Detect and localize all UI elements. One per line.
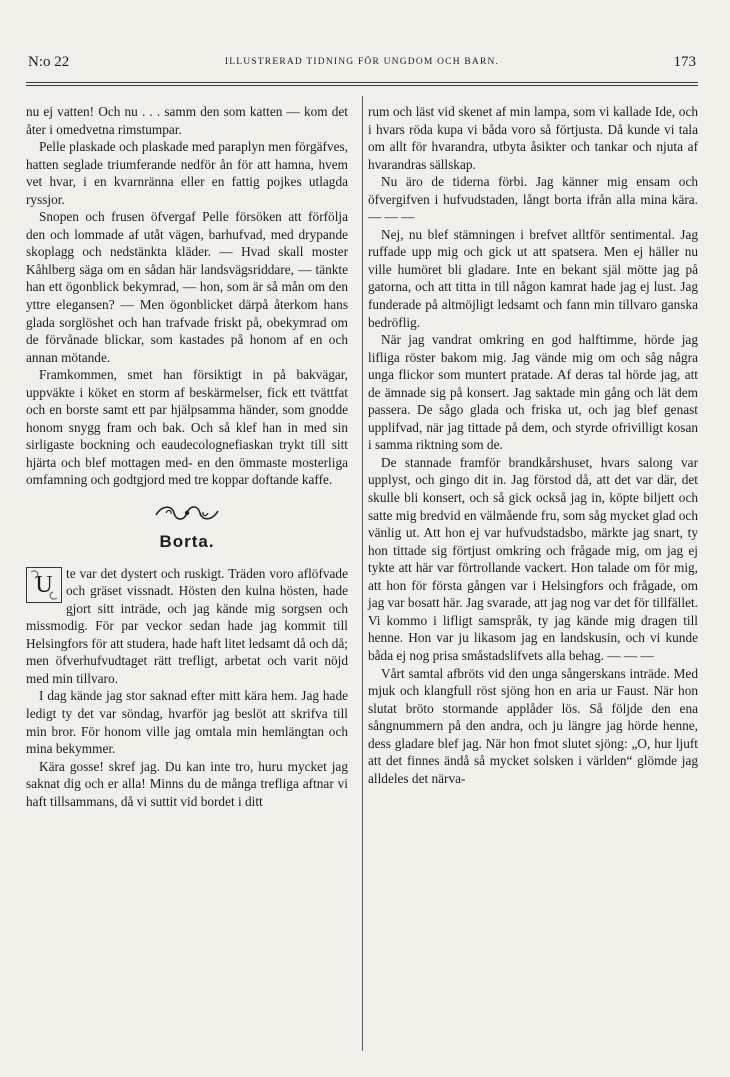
paragraph: Nu äro de tiderna förbi. Jag känner mig ensam och öfvergifven i hufvudstaden, långt borta ifrån alla mina kära. — — — bbox=[368, 174, 698, 225]
paragraph: De stannade framför brandkårshuset, hvars salong var upplyst, och gingo dit in. Jag förstod då, att det var där, det skulle bli konsert, och så gick också jag in, köpte biljett och satte mig bredvid en välmående fru, som såg mycket glad och vänlig ut. Att hon ej var hufvudstadsbo, märkte jag snart, ty hon tittade sig förtjust omkring och frågade mig, om jag ej tykte att här var förtrollande vackert. Hon talade om för mig, att hon för första gången var i Helsingfors och frågade, om jag var bosatt här. Jag svarade, att jag nog var det för tillfället. Vi kommo i lifligt samspråk, ty jag kände mig dragen till henne. Hon var ju likasom jag en landskusin, och vi kunde båda ej nog prisa småstadslifvets alla behag. — — — bbox=[368, 454, 698, 663]
paragraph: Nej, nu blef stämningen i brefvet alltför sentimental. Jag ruffade upp mig och gick ut att spatsera. Men ej häller nu ville humöret bli gladare. Inte en bekant själ mötte jag på gatorna, och att titta in till någon kamrat hade jag ej lust. Jag funderade på altmöjligt ledsamt och fann min tillvaro ganska bedröflig. bbox=[368, 226, 698, 330]
header-rule-bottom bbox=[26, 85, 698, 86]
paragraph: I dag kände jag stor saknad efter mitt kära hem. Jag hade ledigt ty det var söndag, hvarför jag beslöt att skrifva till min bror. För honom ville jag omtala min hemlängtan och mina bekymmer. bbox=[26, 688, 348, 757]
publication-title: ILLUSTRERAD TIDNING FÖR UNGDOM OCH BARN. bbox=[224, 57, 500, 67]
decorative-initial-icon bbox=[26, 567, 62, 603]
right-column bbox=[368, 103, 698, 787]
page-header bbox=[26, 52, 698, 76]
left-column bbox=[26, 103, 348, 810]
issue-number: N:o 22 bbox=[28, 54, 70, 70]
section-title: Borta. bbox=[159, 532, 215, 552]
header-rule-top bbox=[26, 82, 698, 83]
page-number: 173 bbox=[673, 54, 696, 70]
paragraph: Kära gosse! skref jag. Du kan inte tro, huru mycket jag saknat dig och er alla! Minns du de många trefliga aftnar vi haft tillsammans, då vi suttit vid bordet i ditt bbox=[26, 758, 348, 809]
paragraph: rum och läst vid skenet af min lampa, som vi kallade Ide, och i hvars röda kupa vi båda voro så förtjusta. Då kunde vi tala om allt för hvarandra, utbyta åsikter och tankar och njuta af hvarandras sällskap. bbox=[368, 104, 698, 172]
dropcap-letter: U bbox=[35, 571, 53, 598]
paragraph: När jag vandrat omkring en god halftimme, hörde jag lifliga röster bakom mig. Jag vände mig om och såg några unga flickor som muntert pratade. Af deras tal hörde jag, att de ämnade sig på konsert. Jag saktade min gång och lät dem passera. De sågo glada och friska ut, och jag blef genast upplifvad, när jag tittade på dem, och styrde ofrivilligt kosan i samma riktning som de. bbox=[368, 332, 698, 453]
paragraph bbox=[26, 565, 348, 688]
paragraph: Framkommen, smet han försiktigt in på bakvägar, uppväkte i köket en storm af beskärmelser, fick ett tvättfat och en borste samt ett par hjälpsamma händer, som gnodde honom snygg fram och bak. Och så klef han in med sin sirligaste bockning och eaudecolognefiaskan trykt till sitt hjärta och blef mottagen med- en den ömmaste mosterliga omfamning och godtgjord med tre koppar doftande kaffe. bbox=[26, 367, 348, 488]
column-divider bbox=[362, 96, 363, 1051]
paragraph-text: te var det dystert och ruskigt. Träden voro aflöfvade och gräset vissnadt. Hösten den kulna hösten, hade gjort sitt inträde, och jag kände mig sorgsen och missmodig. För par veckor sedan hade jag kommit till Helsingfors för att studera, hade haft litet ledsamt då och då; men öfverhufvudtaget rätt trefligt, arbetat och varit nöjd med min tillvaro. bbox=[26, 565, 348, 686]
paragraph: Pelle plaskade och plaskade med paraplyn men förgäfves, hatten seglade triumferande nedför ån för att hamna, hvem vet hvar, i en kvarnränna eller en fattig pojkes utlagda ryssjor. bbox=[26, 139, 348, 207]
paragraph: Snopen och frusen öfvergaf Pelle försöken att förfölja den och lommade af utåt vägen, barhufvad, med drypande skoplagg och nedstänkta kläder. — Hvad skall moster Kåhlberg säga om en sådan här landsvägsriddare, — tänkte han ett ögonblick bekymrad, — hon, som är så mån om den yttre elegansen? — Men ögonblicket därpå återkom hans glada sorglöshet och han trafvade friskt på, obekymrad om de förvånade blickar, som kastades på honom af en och annan mötande. bbox=[26, 209, 348, 365]
flourish-ornament-icon bbox=[26, 503, 348, 523]
paragraph: Vårt samtal afbröts vid den unga sångerskans inträde. Med mjuk och klangfull röst sjöng hon en aria ur Faust. När hon slutat bröto stormande applåder lös. Så följde den ena sångnummern på den andra, och ju längre jag hörde henne, dess gladare blef jag. När hon fmot slutet sjöng: „O, hur ljuft att det finnes ändå så mycket solsken i världen“ glömde jag alldeles det närva- bbox=[368, 665, 698, 786]
paragraph: nu ej vatten! Och nu . . . samm den som katten — kom det åter i omedvetna rimstumpar. bbox=[26, 104, 348, 137]
